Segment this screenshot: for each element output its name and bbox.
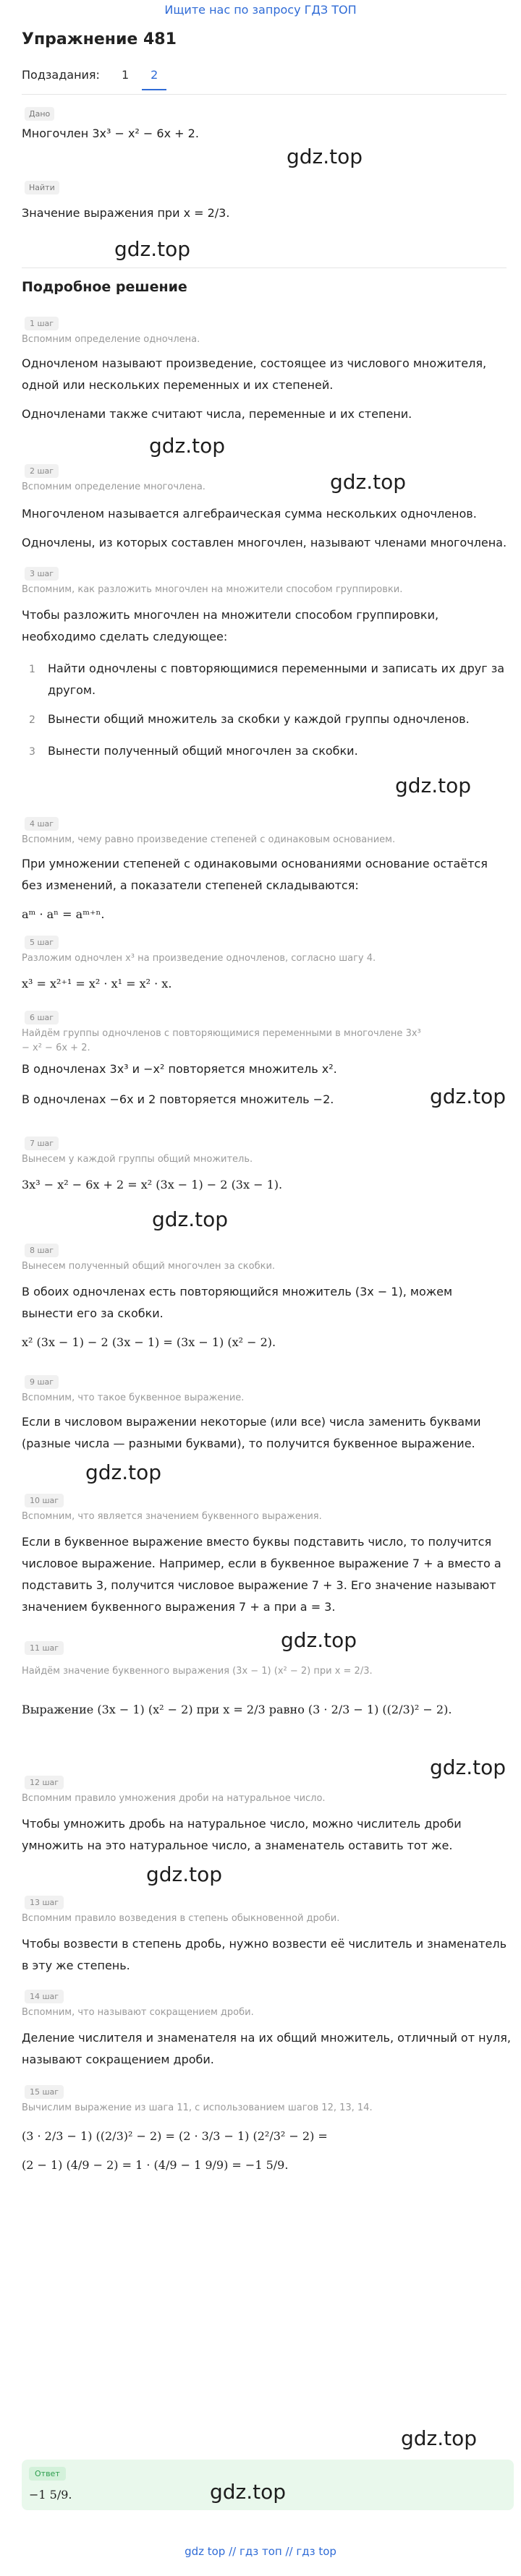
step-line: называют сокращением дроби.: [22, 2053, 214, 2066]
formula: x³ = x²⁺¹ = x² · x¹ = x² · x.: [22, 977, 172, 990]
watermark: gdz.top: [401, 2426, 478, 2450]
list-item: 2 Вынести общий множитель за скобки у каждой группы одночленов.: [29, 712, 470, 726]
step-hint: Вынесем полученный общий многочлен за скобки.: [22, 1261, 276, 1272]
step-line: Чтобы умножить дробь на натуральное число, можно числитель дроби: [22, 1817, 462, 1831]
tab-subtask-2[interactable]: 2: [151, 68, 158, 82]
step-line: числовое выражение. Например, если в буквенное выражение 7 + a вместо a: [22, 1557, 501, 1570]
step-line: Чтобы разложить многочлен на множители способом группировки,: [22, 608, 439, 622]
given-text: Многочлен 3x³ − x² − 6x + 2.: [22, 127, 199, 140]
tab-subtask-1[interactable]: 1: [121, 68, 130, 82]
watermark: gdz.top: [281, 1628, 357, 1652]
formula: (2 − 1) (4/9 − 2) = 1 · (4/9 − 1 9/9) = −1 5/9.: [22, 2158, 289, 2172]
step-hint: Вспомним определение одночлена.: [22, 334, 200, 345]
formula: (3 · 2/3 − 1) ((2/3)² − 2) = (2 · 3/3 − 1) (2²/3² − 2) =: [22, 2129, 328, 2143]
step-line: Деление числителя и знаменателя на их общий множитель, отличный от нуля,: [22, 2031, 511, 2045]
formula: 3x³ − x² − 6x + 2 = x² (3x − 1) − 2 (3x − 1).: [22, 1178, 283, 1191]
step-line: Одночленами также считают числа, переменные и их степени.: [22, 407, 412, 421]
footer-links[interactable]: gdz top // гдз топ // гдз top: [185, 2545, 336, 2558]
step-hint: Разложим одночлен x³ на произведение одночленов, согласно шагу 4.: [22, 953, 376, 964]
step-chip: 10 шаг: [25, 1494, 64, 1507]
solution-heading: Подробное решение: [22, 279, 187, 295]
answer-box: [22, 2460, 514, 2510]
watermark: gdz.top: [430, 1755, 507, 1779]
step-hint: Вспомним, как разложить многочлен на множители способом группировки.: [22, 584, 403, 595]
step-line: Одночленом называют произведение, состоящее из числового множителя,: [22, 356, 487, 370]
step-line: необходимо сделать следующее:: [22, 630, 228, 643]
watermark: gdz.top: [210, 2480, 287, 2504]
step-chip: 3 шаг: [25, 567, 59, 581]
step-chip: 9 шаг: [25, 1375, 59, 1389]
step-line: (разные числа — разными буквами), то получится буквенное выражение.: [22, 1437, 475, 1450]
step-line: В одночленах −6x и 2 повторяется множитель −2.: [22, 1092, 334, 1106]
step-chip: 6 шаг: [25, 1011, 59, 1024]
step-chip: 11 шаг: [25, 1641, 64, 1655]
step-line: значением буквенного выражения 7 + a при a = 3.: [22, 1600, 336, 1614]
step-hint: Вынесем у каждой группы общий множитель.: [22, 1154, 253, 1165]
step-chip: 14 шаг: [25, 1990, 64, 2003]
step-line: Если в числовом выражении некоторые (или все) числа заменить буквами: [22, 1415, 481, 1429]
step-line: Чтобы возвести в степень дробь, нужно возвести её числитель и знаменатель: [22, 1937, 507, 1951]
step-chip: 8 шаг: [25, 1244, 59, 1257]
answer-value: −1 5/9.: [29, 2488, 72, 2502]
step-hint: Найдём группы одночленов с повторяющимися переменными в многочлене 3x³: [22, 1028, 421, 1039]
formula: x² (3x − 1) − 2 (3x − 1) = (3x − 1) (x² − 2).: [22, 1335, 276, 1349]
answer-chip: Ответ: [29, 2467, 66, 2481]
top-search-link[interactable]: Ищите нас по запросу ГДЗ ТОП: [164, 3, 357, 17]
step-line: Если в буквенное выражение вместо буквы подставить число, то получится: [22, 1535, 492, 1549]
step-chip: 15 шаг: [25, 2085, 64, 2099]
watermark: gdz.top: [330, 470, 407, 494]
given-chip: Дано: [25, 107, 54, 121]
step-hint: − x² − 6x + 2.: [22, 1043, 90, 1053]
step-line: без изменений, а показатели степеней складываются:: [22, 878, 359, 892]
step-hint: Вспомним, что является значением буквенного выражения.: [22, 1511, 322, 1522]
watermark: gdz.top: [152, 1207, 229, 1231]
watermark: gdz.top: [395, 774, 472, 797]
watermark: gdz.top: [146, 1862, 223, 1886]
step-line: вынести его за скобки.: [22, 1306, 164, 1320]
step-hint: Вычислим выражение из шага 11, с использованием шагов 12, 13, 14.: [22, 2102, 373, 2113]
step-chip: 4 шаг: [25, 817, 59, 831]
find-text: Значение выражения при x = 2/3.: [22, 206, 230, 220]
subtasks-label: Подзадания:: [22, 68, 100, 82]
find-chip: Найти: [25, 181, 59, 194]
step-line: в эту же степень.: [22, 1959, 130, 1972]
step-hint: Вспомним правило умножения дроби на натуральное число.: [22, 1793, 326, 1804]
step-hint: Найдём значение буквенного выражения (3x − 1) (x² − 2) при x = 2/3.: [22, 1666, 373, 1677]
step-hint: Вспомним правило возведения в степень обыкновенной дроби.: [22, 1913, 340, 1924]
page-title: Упражнение 481: [22, 30, 177, 48]
step-line: В обоих одночленах есть повторяющийся множитель (3x − 1), можем: [22, 1285, 453, 1298]
step-chip: 13 шаг: [25, 1896, 64, 1909]
step-line: При умножении степеней с одинаковыми основаниями основание остаётся: [22, 857, 488, 870]
exercise-page: [0, 22, 521, 2576]
step-hint: Вспомним определение многочлена.: [22, 482, 206, 492]
step-line: подставить 3, получится числовое выражение 7 + 3. Его значение называют: [22, 1578, 496, 1592]
watermark: gdz.top: [114, 237, 191, 261]
step-chip: 7 шаг: [25, 1137, 59, 1150]
step-chip: 5 шаг: [25, 936, 59, 949]
step-line: Одночлены, из которых составлен многочлен, называют членами многочлена.: [22, 536, 507, 549]
watermark: gdz.top: [85, 1460, 162, 1484]
formula: Выражение (3x − 1) (x² − 2) при x = 2/3 равно (3 · 2/3 − 1) ((2/3)² − 2).: [22, 1703, 452, 1716]
step-hint: Вспомним, что называют сокращением дроби.: [22, 2007, 254, 2018]
divider: [22, 94, 507, 95]
list-item-cont: другом.: [48, 683, 96, 697]
watermark: gdz.top: [149, 434, 226, 458]
watermark: gdz.top: [287, 145, 363, 168]
step-line: В одночленах 3x³ и −x² повторяется множитель x².: [22, 1062, 337, 1076]
subtasks-nav: [22, 68, 158, 82]
step-chip: 2 шаг: [25, 464, 59, 478]
list-item: 3 Вынести полученный общий многочлен за скобки.: [29, 744, 358, 758]
step-hint: Вспомним, чему равно произведение степеней с одинаковым основанием.: [22, 834, 396, 845]
step-line: одной или нескольких переменных и их степеней.: [22, 378, 334, 392]
step-chip: 1 шаг: [25, 317, 59, 330]
step-hint: Вспомним, что такое буквенное выражение.: [22, 1392, 245, 1403]
step-line: Многочленом называется алгебраическая сумма нескольких одночленов.: [22, 507, 477, 521]
watermark: gdz.top: [430, 1084, 507, 1108]
step-line: умножить на это натуральное число, а знаменатель оставить тот же.: [22, 1839, 453, 1852]
formula: aᵐ · aⁿ = aᵐ⁺ⁿ.: [22, 907, 105, 921]
step-chip: 12 шаг: [25, 1776, 64, 1789]
list-item: 1 Найти одночлены с повторяющимися переменными и записать их друг за: [29, 662, 505, 675]
